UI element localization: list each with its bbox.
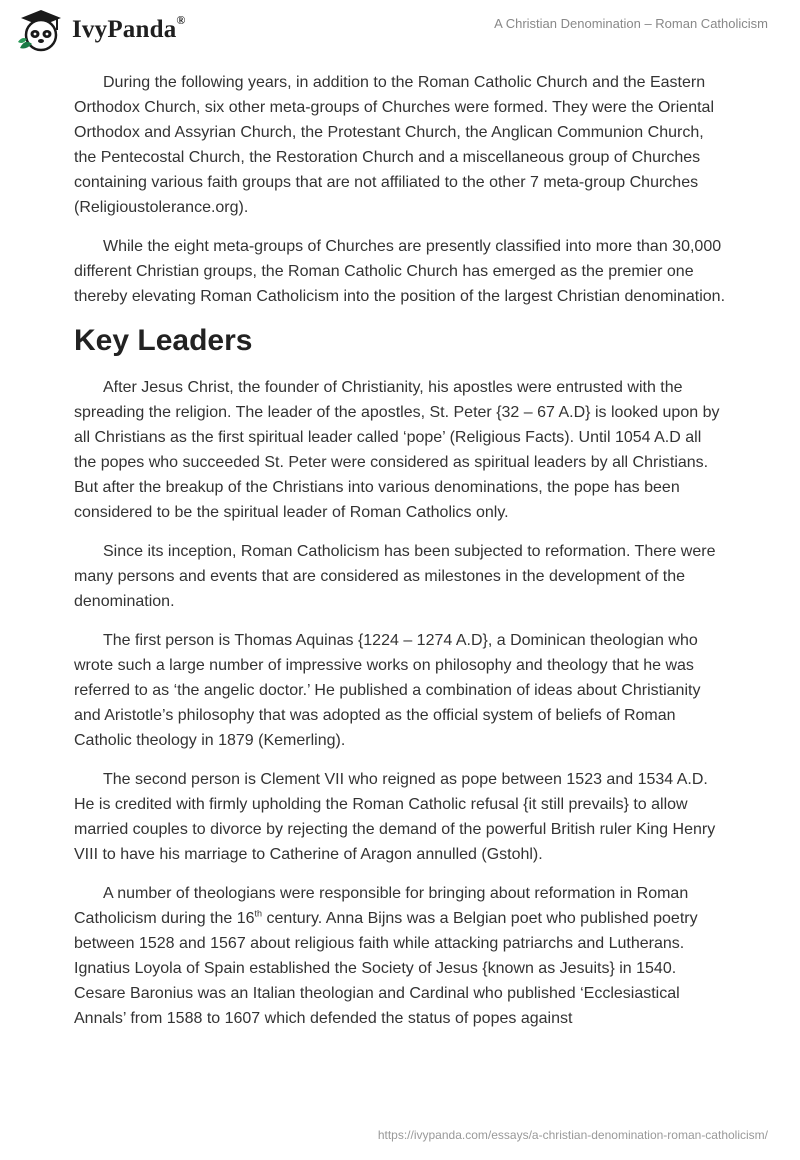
paragraph: While the eight meta-groups of Churches are presently classified into more than 30,000 different Christian groups, the Roman Catholic Church has emerged as the premier one thereby elevating Roman Catholicism into the position of the largest Christian denomination.	[74, 238, 726, 305]
article-body	[74, 70, 726, 1045]
section-heading: Key Leaders	[74, 324, 253, 357]
paragraph: A number of theologians were responsible for bringing about reformation in Roman Catholicism during the 16th century. Anna Bijns was a Belgian poet who published poetry between 1528 and 1567 about religious faith while attacking patriarchs and Lutherans. Ignatius Loyola of Spain established the Society of Jesus {known as Jesuits} in 1540. Cesare Baronius was an Italian theologian and Cardinal who published ‘Ecclesiastical Annals’ from 1588 to 1607 which defended the status of popes against	[74, 885, 698, 1027]
page-header	[0, 0, 800, 62]
logo[interactable]	[16, 8, 186, 52]
paragraph: Since its inception, Roman Catholicism has been subjected to reformation. There were many persons and events that are considered as milestones in the development of the denomination.	[74, 543, 716, 610]
source-url[interactable]: https://ivypanda.com/essays/a-christian-denomination-roman-catholicism/	[377, 1128, 768, 1142]
panda-logo-icon	[16, 8, 66, 52]
document-title: A Christian Denomination – Roman Catholicism	[494, 16, 768, 31]
brand-name: IvyPanda®	[72, 12, 186, 43]
paragraph: The first person is Thomas Aquinas {1224 – 1274 A.D}, a Dominican theologian who wrote such a large number of impressive works on philosophy and theology that he was referred to as ‘the angelic doctor.’ He published a combination of ideas about Christianity and Aristotle’s philosophy that was adopted as the official system of beliefs of Roman Catholic theology in 1879 (Kemerling).	[74, 632, 701, 749]
paragraph: The second person is Clement VII who reigned as pope between 1523 and 1534 A.D. He is credited with firmly upholding the Roman Catholic refusal {it still prevails} to allow married couples to divorce by rejecting the demand of the powerful British ruler King Henry VIII to have his marriage to Catherine of Aragon annulled (Gstohl).	[74, 771, 716, 863]
paragraph: During the following years, in addition to the Roman Catholic Church and the Eastern Orthodox Church, six other meta-groups of Churches were formed. They were the Oriental Orthodox and Assyrian Church, the Protestant Church, the Anglican Communion Church, the Pentecostal Church, the Restoration Church and a miscellaneous group of Churches containing various faith groups that are not affiliated to the other 7 meta-group Churches (Religioustolerance.org).	[74, 74, 714, 216]
paragraph: After Jesus Christ, the founder of Christianity, his apostles were entrusted with the spreading the religion. The leader of the apostles, St. Peter {32 – 67 A.D} is looked upon by all Christians as the first spiritual leader called ‘pope’ (Religious Facts). Until 1054 A.D all the popes who succeeded St. Peter were considered as spiritual leaders by all Christians. But after the breakup of the Christians into various denominations, the pope has been considered to be the spiritual leader of Roman Catholics only.	[74, 379, 720, 521]
